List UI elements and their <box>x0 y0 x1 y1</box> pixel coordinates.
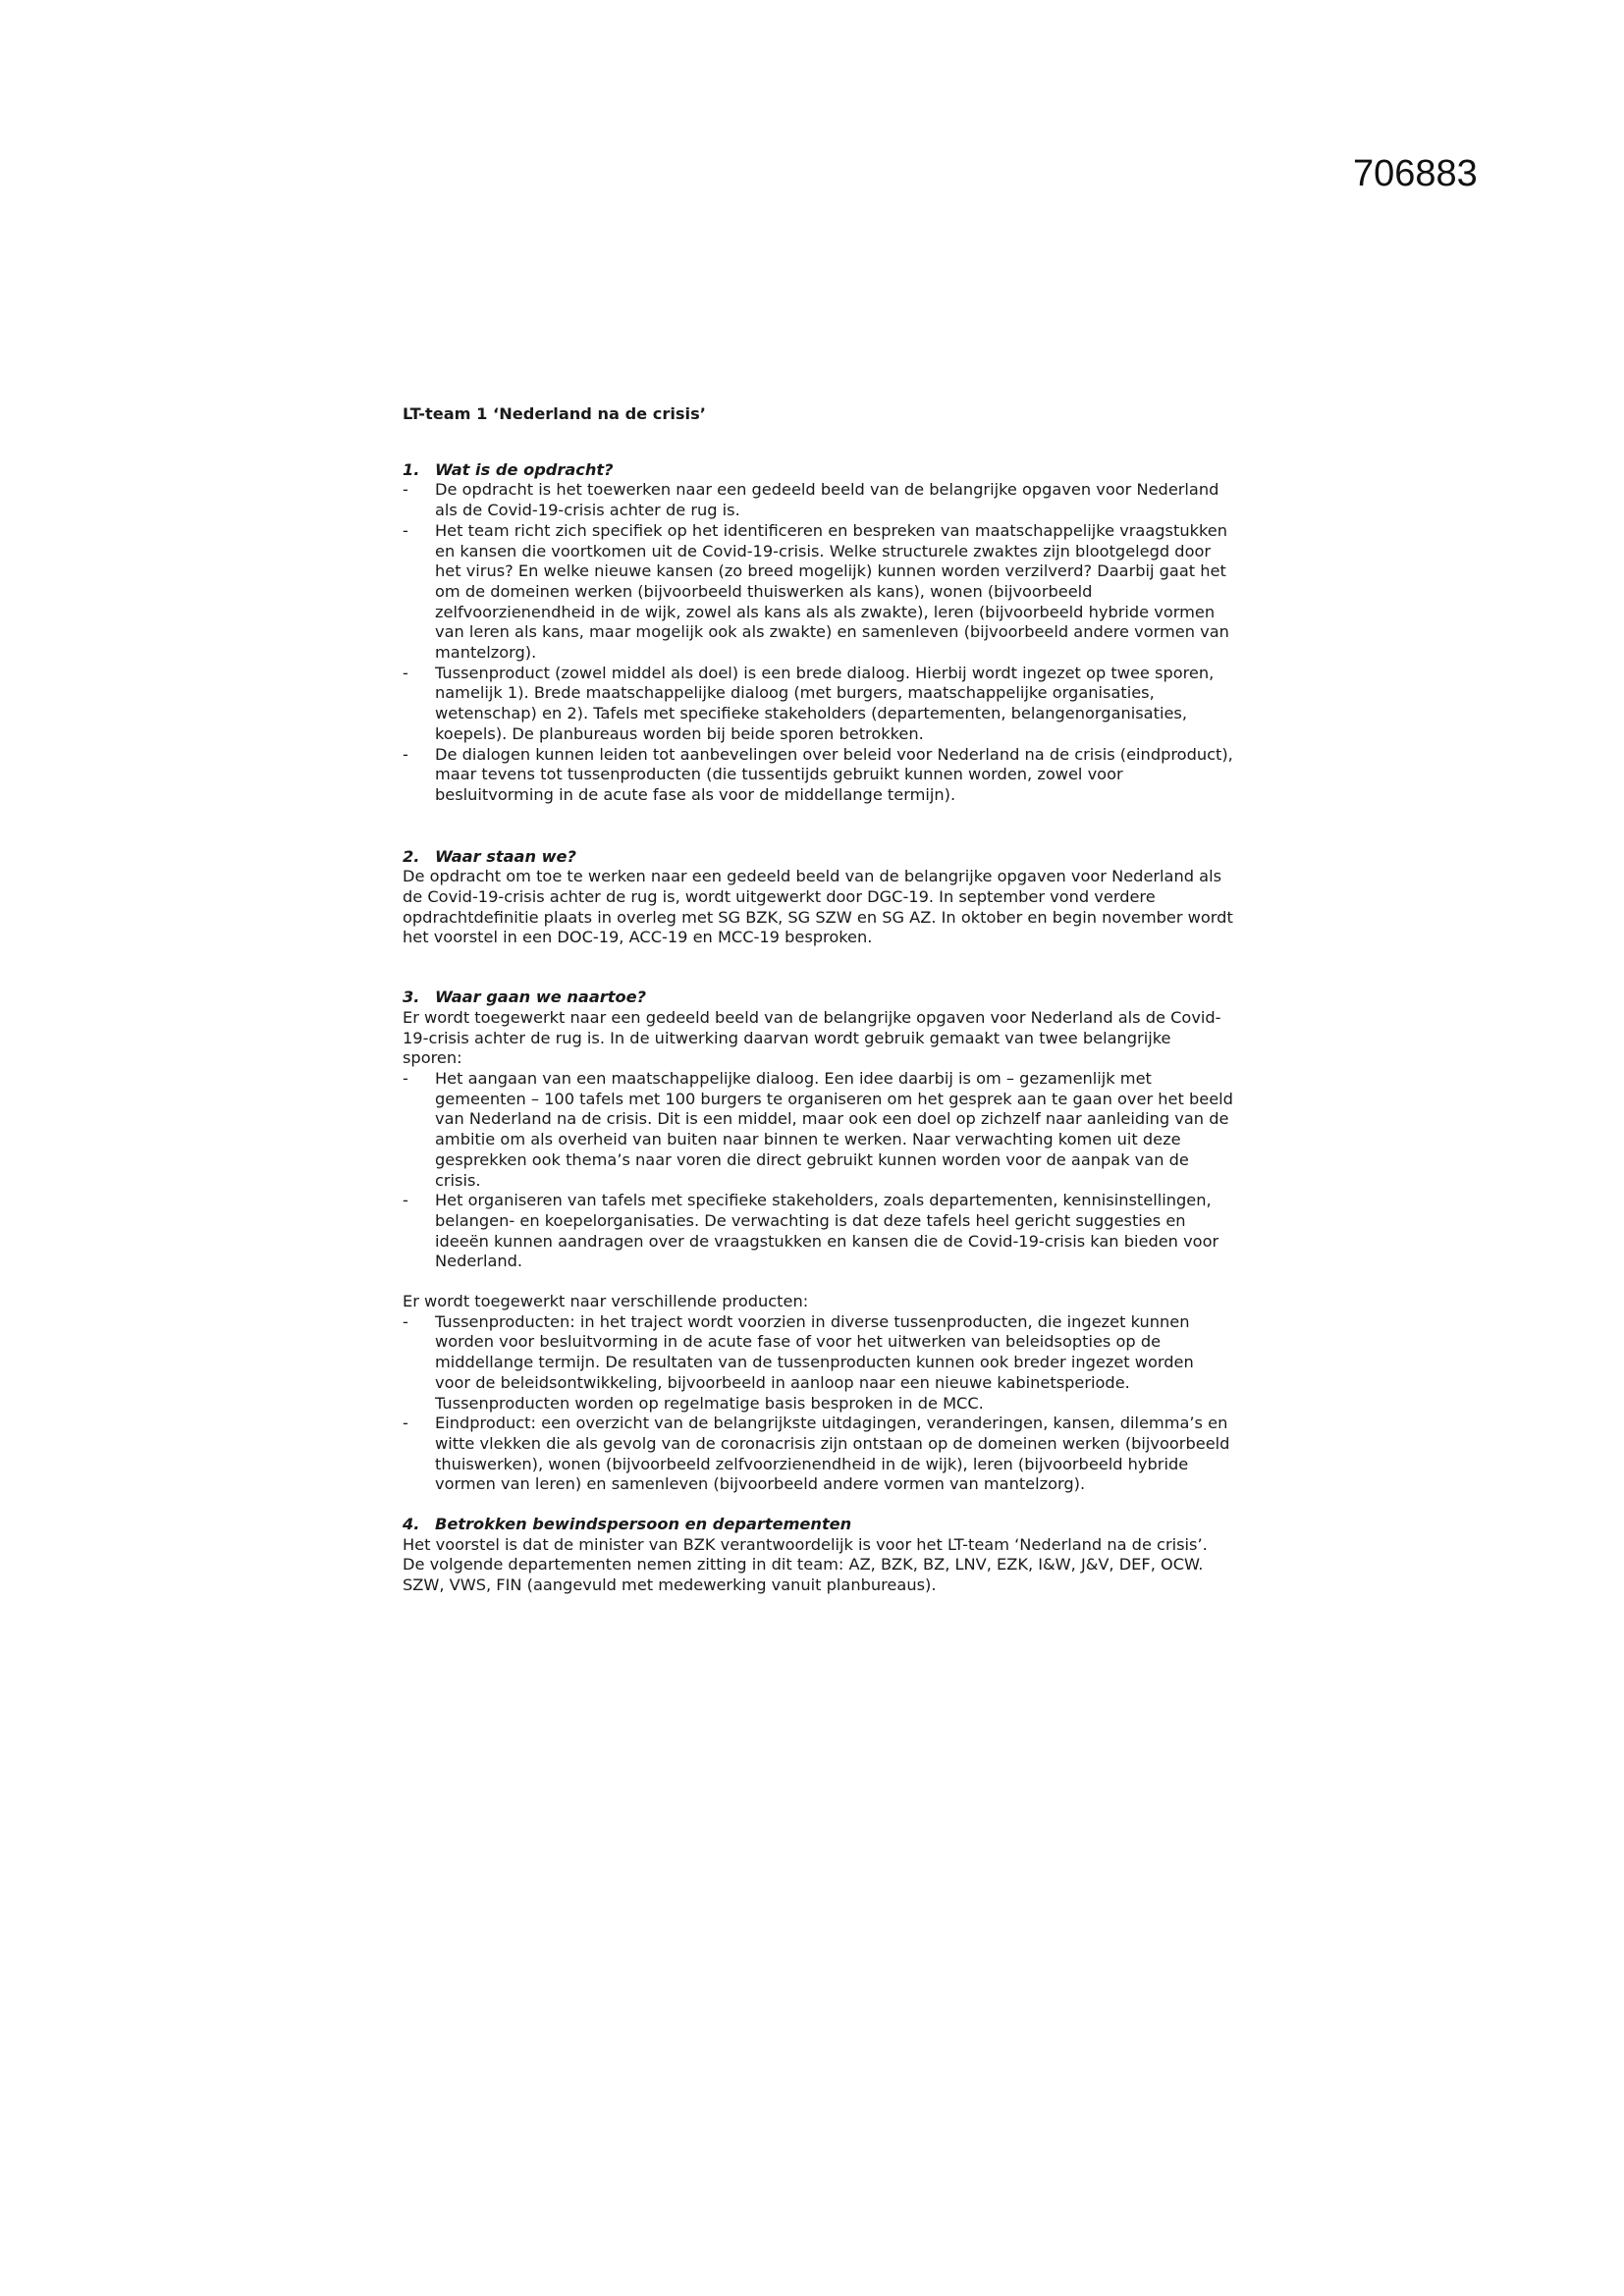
bullet-marker: - <box>403 1191 408 1210</box>
list-item-text: Het organiseren van tafels met specifieke stakeholders, zoals departementen, kennisinstellingen, belangen- en koepelorganisaties. De verwachting is dat deze tafels heel gericht suggesties en ideeën kunnen aandragen over de vraagstukken en kansen die de Covid-19-crisis kan bieden voor Nederland. <box>435 1191 1219 1271</box>
section-number: 4. <box>403 1515 420 1534</box>
list-item-text: Het aangaan van een maatschappelijke dialoog. Een idee daarbij is om – gezamenlijk met gemeenten – 100 tafels met 100 burgers te organiseren om het gesprek aan te gaan over het beeld van Nederland na de crisis. Dit is een middel, maar ook een doel op zichzelf naar aanleiding van de ambitie om als overheid van buiten naar binnen te werken. Naar verwachting komen uit deze gesprekken ook thema’s naar voren die direct gebruikt kunnen worden voor de aanpak van de crisis. <box>435 1068 1233 1190</box>
section-paragraph: Het voorstel is dat de minister van BZK verantwoordelijk is voor het LT-team ‘Nederland na de crisis’. De volgende departementen nemen zitting in dit team: AZ, BZK, BZ, LNV, EZK, I&W, J&V, DEF, OCW. SZW, VWS, FIN (aangevuld met medewerking vanuit planbureaus). <box>403 1534 1208 1595</box>
bullet-marker: - <box>403 480 408 500</box>
list-item <box>403 745 1233 806</box>
section-title: Wat is de opdracht? <box>435 459 614 479</box>
list-item-text: De opdracht is het toewerken naar een gedeeld beeld van de belangrijke opgaven voor Nederland als de Covid-19-crisis achter de rug is. <box>435 480 1219 520</box>
bullet-marker: - <box>403 1068 408 1088</box>
section-number: 3. <box>403 988 420 1007</box>
bullet-marker: - <box>403 520 408 540</box>
section-opdracht <box>403 460 1233 806</box>
bullet-list <box>403 480 1233 805</box>
list-item-text: Eindproduct: een overzicht van de belangrijkste uitdagingen, veranderingen, kansen, dilemma’s en witte vlekken die als gevolg van de coronacrisis zijn ontstaan op de domeinen werken (bijvoorbeeld thuiswerken), wonen (bijvoorbeeld zelfvoorzienendheid in de wijk), leren (bijvoorbeeld hybride vormen van leren) en samenleven (bijvoorbeeld andere vormen van mantelzorg). <box>435 1414 1230 1494</box>
bullet-list-products <box>403 1312 1233 1495</box>
list-item <box>403 480 1233 520</box>
section-heading <box>403 847 1233 868</box>
list-item-text: Tussenproducten: in het traject wordt voorzien in diverse tussenproducten, die ingezet kunnen worden voor besluitvorming in de acute fase of voor het uitwerken van beleidsopties op de middellange termijn. De resultaten van de tussenproducten kunnen ook breder ingezet worden voor de beleidsontwikkeling, bijvoorbeeld in aanloop naar een nieuwe kabinetsperiode. Tussenproducten worden op regelmatige basis besproken in de MCC. <box>435 1311 1194 1413</box>
list-item <box>403 664 1233 745</box>
section-number: 2. <box>403 846 420 866</box>
document-title: LT-team 1 ‘Nederland na de crisis’ <box>403 404 706 423</box>
section-waar-gaan-we-naartoe <box>403 988 1233 1495</box>
list-item-text: De dialogen kunnen leiden tot aanbevelingen over beleid voor Nederland na de crisis (eindproduct), maar tevens tot tussenproducten (die tussentijds gebruikt kunnen worden, zowel voor besluitvorming in de acute fase als voor de middellange termijn). <box>435 744 1233 804</box>
bullet-list <box>403 1069 1233 1272</box>
section-number: 1. <box>403 459 420 479</box>
list-item <box>403 1414 1233 1495</box>
document-number: 706883 <box>1353 153 1478 194</box>
list-item <box>403 521 1233 664</box>
bullet-marker: - <box>403 1414 408 1433</box>
section-title: Waar staan we? <box>435 846 576 866</box>
list-item-text: Tussenproduct (zowel middel als doel) is een brede dialoog. Hierbij wordt ingezet op twee sporen, namelijk 1). Brede maatschappelijke dialoog (met burgers, maatschappelijke organisaties, wetenschap) en 2). Tafels met specifieke stakeholders (departementen, belangenorganisaties, koepels). De planbureaus worden bij beide sporen betrokken. <box>435 663 1215 743</box>
bullet-marker: - <box>403 663 408 682</box>
list-item <box>403 1069 1233 1191</box>
section-heading <box>403 1515 1233 1535</box>
section-paragraph: De opdracht om toe te werken naar een gedeeld beeld van de belangrijke opgaven voor Nederland als de Covid-19-crisis achter de rug is, wordt uitgewerkt door DGC-19. In september vond verdere opdrachtdefinitie plaats in overleg met SG BZK, SG SZW en SG AZ. In oktober en begin november wordt het voorstel in een DOC-19, ACC-19 en MCC-19 besproken. <box>403 867 1233 947</box>
section-title: Betrokken bewindspersoon en departementen <box>435 1515 852 1534</box>
section-heading <box>403 988 1233 1008</box>
list-item <box>403 1312 1233 1415</box>
document-body <box>403 404 1233 1596</box>
bullet-marker: - <box>403 744 408 764</box>
list-item <box>403 1191 1233 1272</box>
section-intro-products: Er wordt toegewerkt naar verschillende producten: <box>403 1292 809 1311</box>
bullet-marker: - <box>403 1311 408 1331</box>
section-waar-staan-we <box>403 847 1233 949</box>
section-intro: Er wordt toegewerkt naar een gedeeld beeld van de belangrijke opgaven voor Nederland als de Covid-19-crisis achter de rug is. In de uitwerking daarvan wordt gebruik gemaakt van twee belangrijke sporen: <box>403 1007 1221 1068</box>
section-heading <box>403 460 1233 481</box>
section-bewindspersoon <box>403 1515 1233 1596</box>
list-item-text: Het team richt zich specifiek op het identificeren en bespreken van maatschappelijke vraagstukken en kansen die voortkomen uit de Covid-19-crisis. Welke structurele zwaktes zijn blootgelegd door het virus? En welke nieuwe kansen (zo breed mogelijk) kunnen worden verzilverd? Daarbij gaat het om de domeinen werken (bijvoorbeeld thuiswerken als kans), wonen (bijvoorbeeld zelfvoorzienendheid in de wijk, zowel als kans als als zwakte), leren (bijvoorbeeld hybride vormen van leren als kans, maar mogelijk ook als zwakte) en samenleven (bijvoorbeeld andere vormen van mantelzorg). <box>435 520 1229 663</box>
section-title: Waar gaan we naartoe? <box>435 988 646 1007</box>
